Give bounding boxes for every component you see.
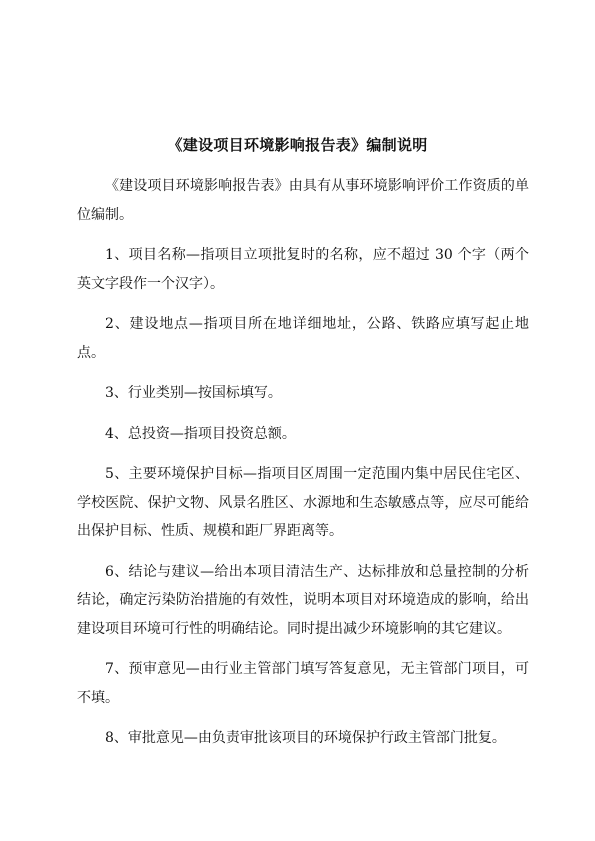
item-conclusions: 6、结论与建议—给出本项目清洁生产、达标排放和总量控制的分析结论，确定污染防治措施的有效性，说明本项目对环境造成的影响，给出建设项目环境可行性的明确结论。同时提出减少环境影响的其它建议。	[77, 563, 529, 637]
document-body	[77, 172, 529, 753]
item-approval: 8、审批意见—由负责审批该项目的环境保护行政主管部门批复。	[105, 730, 506, 746]
document-title: 《建设项目环境影响报告表》编制说明	[167, 136, 428, 154]
item-total-investment: 4、总投资—指项目投资总额。	[105, 425, 296, 442]
item-construction-site: 2、建设地点—指项目所在地详细地址，公路、铁路应填写起止地点。	[77, 316, 529, 361]
item-project-name: 1、项目名称—指项目立项批复时的名称，应不超过 30 个字（两个英文字段作一个汉字）。	[77, 247, 529, 292]
item-protection-targets: 5、主要环境保护目标—指项目区周围一定范围内集中居民住宅区、学校医院、保护文物、风景名胜区、水源地和生态敏感点等，应尽可能给出保护目标、性质、规模和距厂界距离等。	[77, 466, 529, 539]
item-pre-review: 7、预审意见—由行业主管部门填写答复意见，无主管部门项目，可不填。	[77, 661, 529, 706]
intro-paragraph: 《建设项目环境影响报告表》由具有从事环境影响评价工作资质的单位编制。	[77, 178, 529, 223]
item-industry-category: 3、行业类别—按国标填写。	[105, 385, 282, 401]
